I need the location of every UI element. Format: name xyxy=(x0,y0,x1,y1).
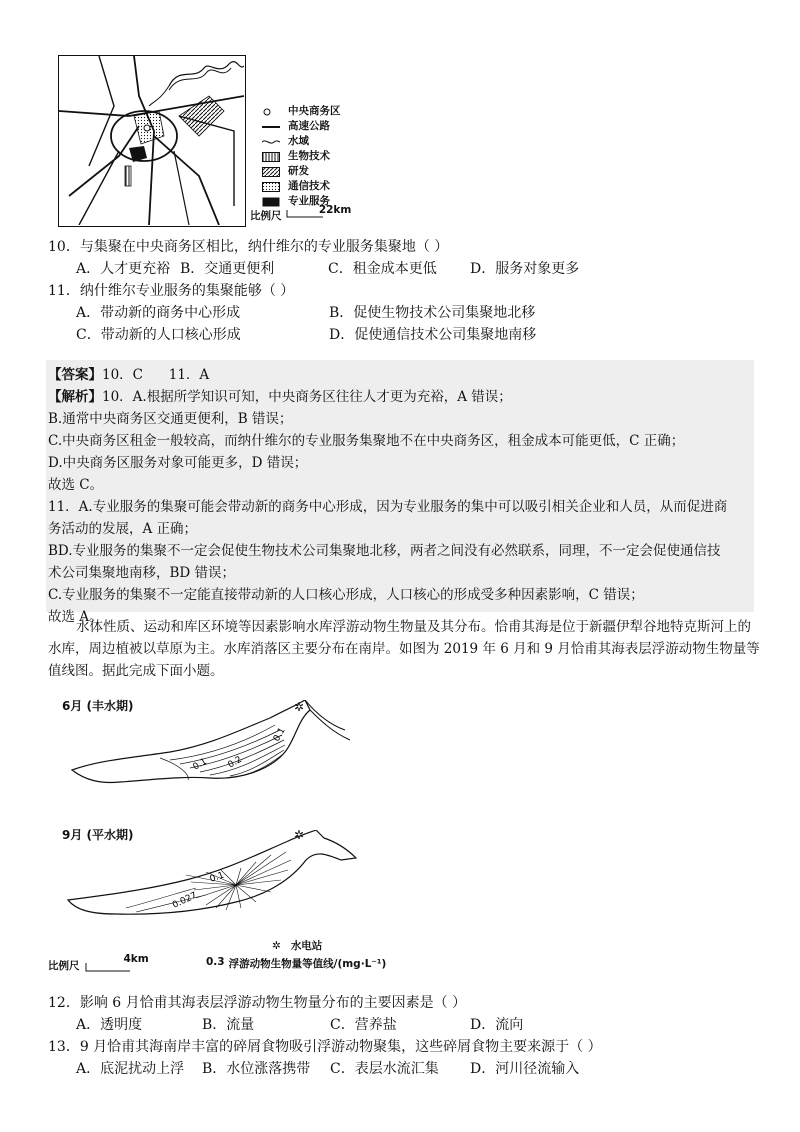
contour-legend-value: 0.3 xyxy=(206,955,225,968)
option-d[interactable]: D．河川径流输入 xyxy=(470,1061,580,1077)
scale-label: 比例尺 xyxy=(250,210,282,222)
september-label: 9月 (平水期) xyxy=(62,828,134,842)
analysis-line-1 xyxy=(48,386,512,408)
scale-label: 比例尺 xyxy=(48,960,80,972)
vertical-hatch-icon xyxy=(262,152,282,162)
hydropower-station-icon: ✲ xyxy=(294,828,305,842)
contour-label: 0.027 xyxy=(171,890,199,911)
contour-legend-label: 浮游动物生物量等值线/(mg·L⁻¹) xyxy=(228,958,387,970)
contour-legend xyxy=(206,956,386,971)
answer-text: 10．C 11．A xyxy=(102,367,210,383)
analysis-line-2: B.通常中央商务区交通更便利，B 错误； xyxy=(48,411,293,427)
june-label: 6月 (丰水期) xyxy=(62,699,134,713)
map-scale xyxy=(250,204,361,223)
option-c[interactable]: C．租金成本更低 xyxy=(328,261,437,277)
line-icon xyxy=(262,122,282,132)
analysis-line-8: BD.专业服务的集聚不一定会促使生物技术公司集聚地北移，两者之间没有必然联系，同理，不一定会促使通信技 xyxy=(48,543,721,559)
contour-label: 0.1 xyxy=(191,756,209,773)
option-a[interactable]: A．底泥扰动上浮 xyxy=(76,1061,185,1077)
option-b[interactable]: B．水位涨落携带 xyxy=(202,1061,311,1077)
legend-label: 高速公路 xyxy=(288,120,330,132)
question-10-options xyxy=(76,258,579,280)
legend-label: 研发 xyxy=(288,165,309,177)
analysis-line-10: C.专业服务的集聚不一定能直接带动新的人口核心形成，人口核心的形成受多种因素影响，C 错误； xyxy=(48,587,644,603)
contour-label: 0.2 xyxy=(226,754,244,771)
hydropower-station-icon: ✲ xyxy=(294,700,305,714)
analysis-line-4: D.中央商务区服务对象可能更多，D 错误； xyxy=(48,455,308,471)
analysis-line-6: 11．A.专业服务的集聚可能会带动新的商务中心形成，因为专业服务的集中可以吸引相关企业和人员，从而促进商 xyxy=(48,499,728,515)
question-13-stem: 13．9 月恰甫其海南岸丰富的碎屑食物吸引浮游动物聚集，这些碎屑食物主要来源于（ ） xyxy=(48,1039,602,1055)
scale-value: 4km xyxy=(123,953,149,965)
dots-icon xyxy=(262,182,282,192)
option-c[interactable]: C．表层水流汇集 xyxy=(330,1061,439,1077)
legend-label: 中央商务区 xyxy=(288,105,341,117)
station-label: 水电站 xyxy=(290,940,323,952)
question-11-stem: 11．纳什维尔专业服务的集聚能够（ ） xyxy=(48,283,295,299)
scale-value: 22km xyxy=(318,204,352,216)
option-a[interactable]: A．人才更充裕 xyxy=(76,261,171,277)
answer-tag: 【答案】 xyxy=(48,367,102,383)
question-12-options xyxy=(76,1014,523,1036)
september-contour-map xyxy=(66,830,366,930)
question-11-options-row1 xyxy=(76,302,535,324)
diagonal-hatch-icon xyxy=(262,167,282,177)
reading-passage: 水体性质、运动和库区环境等因素影响水库浮游动物生物量及其分布。恰甫其海是位于新疆伊犁谷地特克斯河上的水库，周边植被以草原为主。水库消落区主要分布在南岸。如图为 2019 年 6 月和 9 月恰甫其海表层浮游动物生物量等值线图。据此完成下面小题。 xyxy=(48,619,760,679)
map-drawing xyxy=(59,56,244,225)
option-d[interactable]: D．促使通信技术公司集聚地南移 xyxy=(329,327,537,343)
question-10-stem: 10．与集聚在中央商务区相比，纳什维尔的专业服务集聚地（ ） xyxy=(48,239,449,255)
option-b[interactable]: B．促使生物技术公司集聚地北移 xyxy=(329,305,536,321)
analysis-tag: 【解析】 xyxy=(48,389,102,405)
question-13-options xyxy=(76,1058,579,1080)
analysis-line-5: 故选 C。 xyxy=(48,477,104,493)
option-d[interactable]: D．流向 xyxy=(470,1017,524,1033)
station-legend xyxy=(272,938,322,953)
answer-line xyxy=(48,364,209,386)
option-b[interactable]: B．流量 xyxy=(202,1017,255,1033)
contour-label: 0.1 xyxy=(271,726,288,744)
solid-block-icon xyxy=(262,197,282,207)
nashville-map xyxy=(58,55,246,227)
legend-label: 通信技术 xyxy=(288,180,330,192)
question-12-stem: 12．影响 6 月恰甫其海表层浮游动物生物量分布的主要因素是（ ） xyxy=(48,995,467,1011)
legend-label: 生物技术 xyxy=(288,150,330,162)
option-b[interactable]: B．交通更便利 xyxy=(180,261,275,277)
map-legend xyxy=(262,104,341,209)
analysis-line-3: C.中央商务区租金一般较高，而纳什维尔的专业服务集聚地不在中央商务区，租金成本可能更低，C 正确； xyxy=(48,433,685,449)
circle-icon xyxy=(262,107,282,117)
wave-icon xyxy=(262,137,282,147)
figure2-scale-legend xyxy=(48,953,161,973)
option-c[interactable]: C．带动新的人口核心形成 xyxy=(76,327,241,343)
station-icon: ✲ xyxy=(272,940,281,952)
analysis-line-9: 术公司集聚地南移，BD 错误； xyxy=(48,565,236,581)
june-contour-map xyxy=(70,700,360,790)
contour-label: 0.1 xyxy=(208,870,226,885)
option-a[interactable]: A．透明度 xyxy=(76,1017,143,1033)
analysis-line-7: 务活动的发展，A 正确； xyxy=(48,521,198,537)
option-d[interactable]: D．服务对象更多 xyxy=(470,261,580,277)
analysis-text: 10．A.根据所学知识可知，中央商务区往往人才更为充裕，A 错误； xyxy=(102,389,512,405)
option-a[interactable]: A．带动新的商务中心形成 xyxy=(76,305,241,321)
legend-label: 水域 xyxy=(288,135,309,147)
option-c[interactable]: C．营养盐 xyxy=(330,1017,397,1033)
analysis-line-11: 故选 A。 xyxy=(48,609,103,625)
legend-label: 专业服务 xyxy=(288,195,330,207)
question-11-options-row2 xyxy=(76,324,536,346)
